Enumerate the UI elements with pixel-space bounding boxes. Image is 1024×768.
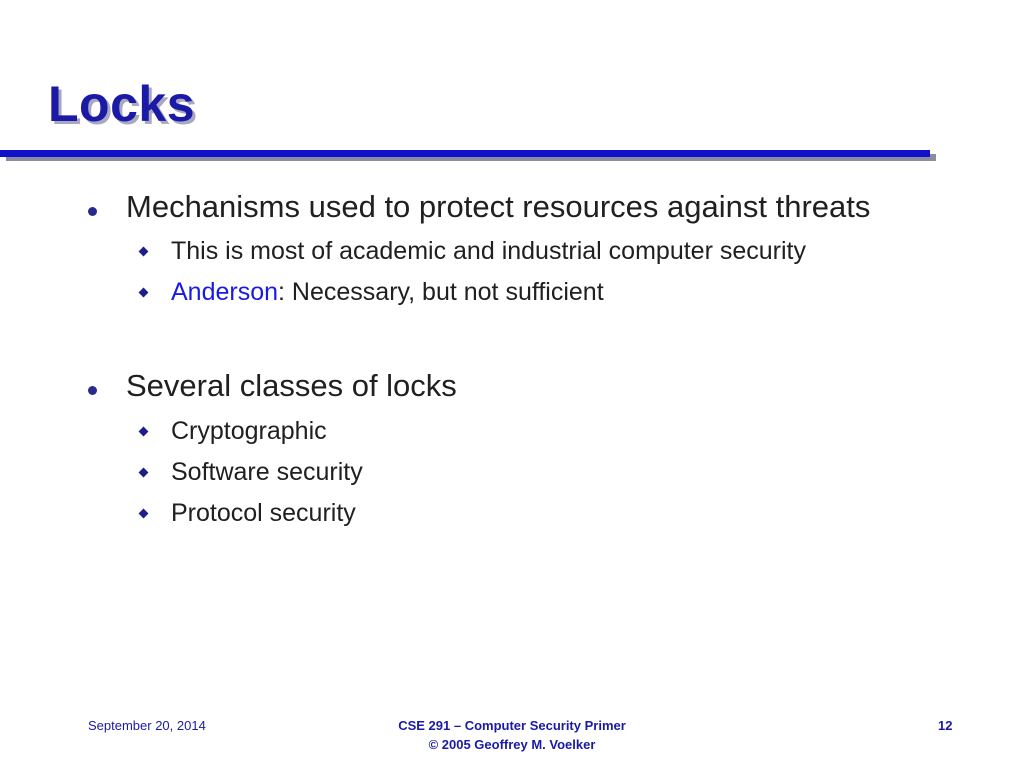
- diamond-bullet-icon: [139, 468, 149, 478]
- title-rule: [0, 150, 930, 157]
- sub-bullet-item: Protocol security: [171, 499, 356, 527]
- footer-date: September 20, 2014: [88, 718, 206, 733]
- sub-bullet-item: Software security: [171, 458, 363, 486]
- sub-bullet-text: : Necessary, but not sufficient: [278, 278, 604, 306]
- slide-title: Locks: [48, 76, 196, 132]
- diamond-bullet-icon: [139, 427, 149, 437]
- footer-copyright: © 2005 Geoffrey M. Voelker: [428, 737, 596, 752]
- footer-course-title: CSE 291 – Computer Security Primer: [398, 718, 626, 733]
- bullet-dot-icon: [88, 207, 97, 216]
- sub-bullet-item: Cryptographic: [171, 417, 327, 445]
- bullet-dot-icon: [88, 386, 97, 395]
- diamond-bullet-icon: [139, 247, 149, 257]
- sub-bullet-item: This is most of academic and industrial computer security: [171, 237, 806, 265]
- diamond-bullet-icon: [139, 509, 149, 519]
- diamond-bullet-icon: [139, 288, 149, 298]
- anderson-link[interactable]: Anderson: [171, 278, 279, 306]
- sub-bullet-item: [171, 277, 604, 307]
- bullet-item: Several classes of locks: [126, 368, 457, 403]
- bullet-item: Mechanisms used to protect resources against threats: [126, 189, 871, 224]
- footer-page-number: 12: [938, 718, 953, 733]
